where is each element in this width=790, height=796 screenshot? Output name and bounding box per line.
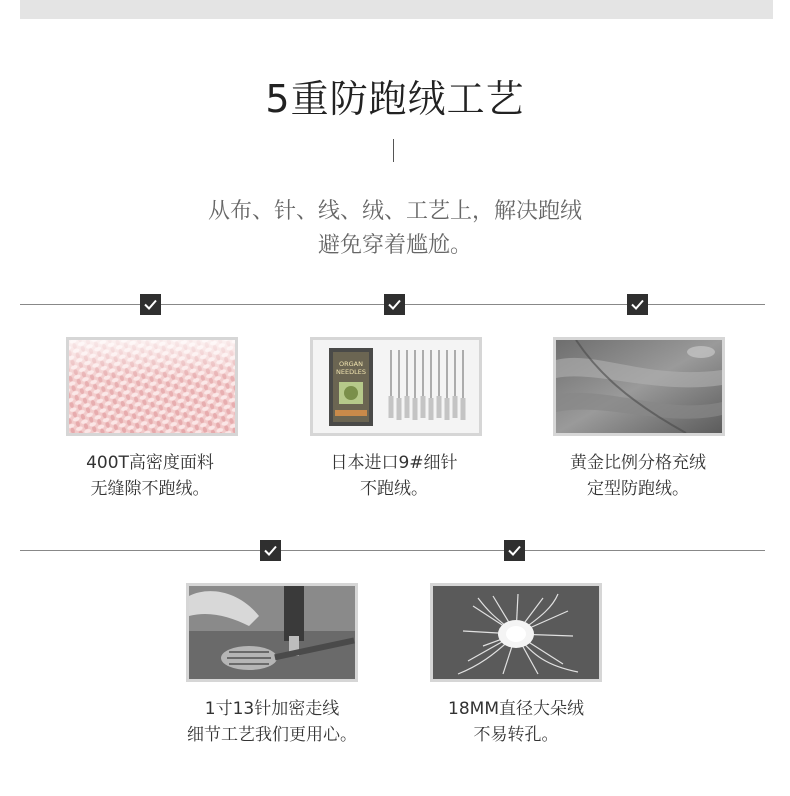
needle-pack-brand: ORGAN — [339, 360, 363, 368]
feature-caption — [152, 696, 392, 748]
feature-caption-line-1: 1寸13针加密走线 — [204, 699, 340, 719]
check-icon — [140, 294, 161, 315]
feature-caption-line-1: 18MM直径大朵绒 — [448, 699, 584, 719]
down-cluster-photo — [430, 583, 602, 682]
feature-caption-line-2: 无缝隙不跑绒。 — [90, 479, 210, 499]
feature-caption — [30, 450, 270, 502]
quilted-fabric-photo — [553, 337, 725, 436]
needle-photo — [310, 337, 482, 436]
page-title: 5重防跑绒工艺 — [265, 77, 525, 121]
top-banner-strip — [20, 0, 773, 19]
check-icon — [627, 294, 648, 315]
feature-caption — [274, 450, 514, 502]
check-icon — [384, 294, 405, 315]
title-divider — [393, 139, 394, 162]
row-2-rule — [20, 550, 765, 551]
fabric-photo — [66, 337, 238, 436]
sewing-photo — [186, 583, 358, 682]
feature-caption-line-2: 细节工艺我们更用心。 — [187, 725, 357, 745]
needle-pack-label: NEEDLES — [336, 368, 366, 376]
feature-caption-line-1: 黄金比例分格充绒 — [570, 453, 706, 473]
subtitle-line-1: 从布、针、线、绒、工艺上，解决跑绒 — [207, 199, 582, 224]
feature-caption-line-2: 不易转孔。 — [473, 725, 559, 745]
feature-caption-line-2: 定型防跑绒。 — [587, 479, 689, 499]
feature-caption — [518, 450, 758, 502]
subtitle-line-2: 避免穿着尴尬。 — [317, 233, 472, 258]
check-icon — [504, 540, 525, 561]
feature-caption — [396, 696, 636, 748]
feature-caption-line-1: 400T高密度面料 — [86, 453, 214, 473]
check-icon — [260, 540, 281, 561]
feature-caption-line-2: 不跑绒。 — [360, 479, 428, 499]
feature-caption-line-1: 日本进口9#细针 — [330, 453, 458, 473]
